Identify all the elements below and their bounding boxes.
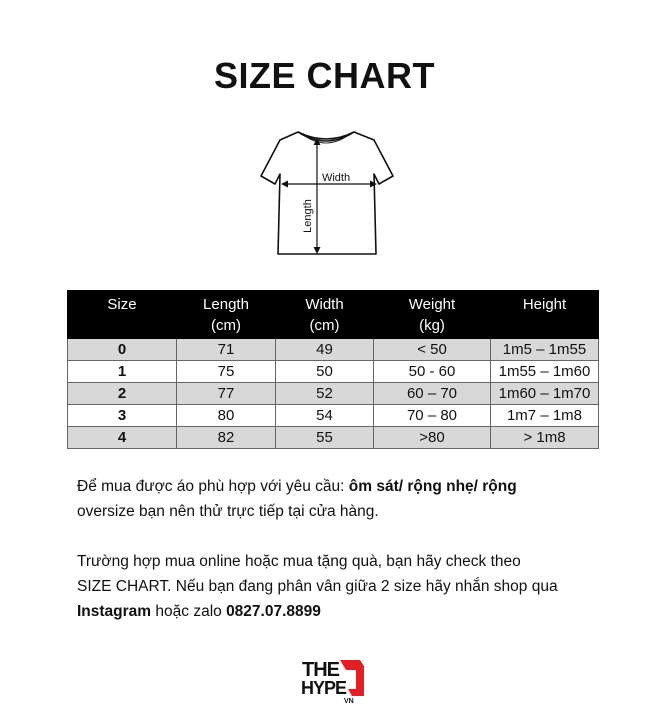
cell-width: 55 xyxy=(276,427,374,449)
cell-size: 3 xyxy=(68,405,177,427)
size-table xyxy=(67,290,599,449)
cell-weight: >80 xyxy=(374,427,491,449)
cell-width: 50 xyxy=(276,361,374,383)
cell-height: > 1m8 xyxy=(491,427,599,449)
fit-options: ôm sát/ rộng nhẹ/ rộng xyxy=(348,478,517,495)
cell-weight: 70 – 80 xyxy=(374,405,491,427)
cell-height: 1m60 – 1m70 xyxy=(491,383,599,405)
logo-vn: VN xyxy=(344,698,354,704)
cell-height: 1m5 – 1m55 xyxy=(491,339,599,361)
logo-the: THE xyxy=(302,659,339,681)
the-hype-logo xyxy=(300,656,368,704)
table-row xyxy=(68,383,599,405)
cell-width: 49 xyxy=(276,339,374,361)
tshirt-diagram xyxy=(258,124,394,258)
cell-width: 54 xyxy=(276,405,374,427)
fit-advice-paragraph xyxy=(77,474,577,524)
cell-length: 71 xyxy=(177,339,276,361)
cell-length: 75 xyxy=(177,361,276,383)
cell-size: 2 xyxy=(68,383,177,405)
table-header-row xyxy=(68,291,599,339)
zalo-text: hoặc zalo xyxy=(151,603,227,620)
cell-length: 82 xyxy=(177,427,276,449)
header-length: Length (cm) xyxy=(177,291,276,339)
table-row xyxy=(68,405,599,427)
cell-height: 1m7 – 1m8 xyxy=(491,405,599,427)
cell-weight: < 50 xyxy=(374,339,491,361)
page-title: SIZE CHART xyxy=(214,55,435,96)
online-text-1: Trường hợp mua online hoặc mua tặng quà, bạn hãy check theo xyxy=(77,553,521,570)
cell-size: 0 xyxy=(68,339,177,361)
logo-hype: HYPE xyxy=(301,678,347,698)
cell-size: 4 xyxy=(68,427,177,449)
width-label: Width xyxy=(321,172,351,184)
header-height: Height xyxy=(491,291,599,339)
length-label: Length xyxy=(302,199,314,233)
header-weight: Weight (kg) xyxy=(374,291,491,339)
online-order-paragraph xyxy=(77,549,577,624)
cell-length: 77 xyxy=(177,383,276,405)
online-text-2: SIZE CHART. Nếu bạn đang phân vân giữa 2 size hãy nhắn shop qua xyxy=(77,578,558,595)
tshirt-outline xyxy=(261,132,393,254)
cell-height: 1m55 – 1m60 xyxy=(491,361,599,383)
fit-advice-text-2: oversize bạn nên thử trực tiếp tại cửa hàng. xyxy=(77,503,379,520)
header-width: Width (cm) xyxy=(276,291,374,339)
zalo-phone: 0827.07.8899 xyxy=(226,603,321,620)
cell-size: 1 xyxy=(68,361,177,383)
cell-length: 80 xyxy=(177,405,276,427)
cell-weight: 60 – 70 xyxy=(374,383,491,405)
table-row xyxy=(68,339,599,361)
table-row xyxy=(68,427,599,449)
cell-width: 52 xyxy=(276,383,374,405)
cell-weight: 50 - 60 xyxy=(374,361,491,383)
header-size: Size xyxy=(68,291,177,339)
table-row xyxy=(68,361,599,383)
fit-advice-text: Để mua được áo phù hợp với yêu cầu: xyxy=(77,478,349,495)
instagram-label: Instagram xyxy=(77,603,152,620)
